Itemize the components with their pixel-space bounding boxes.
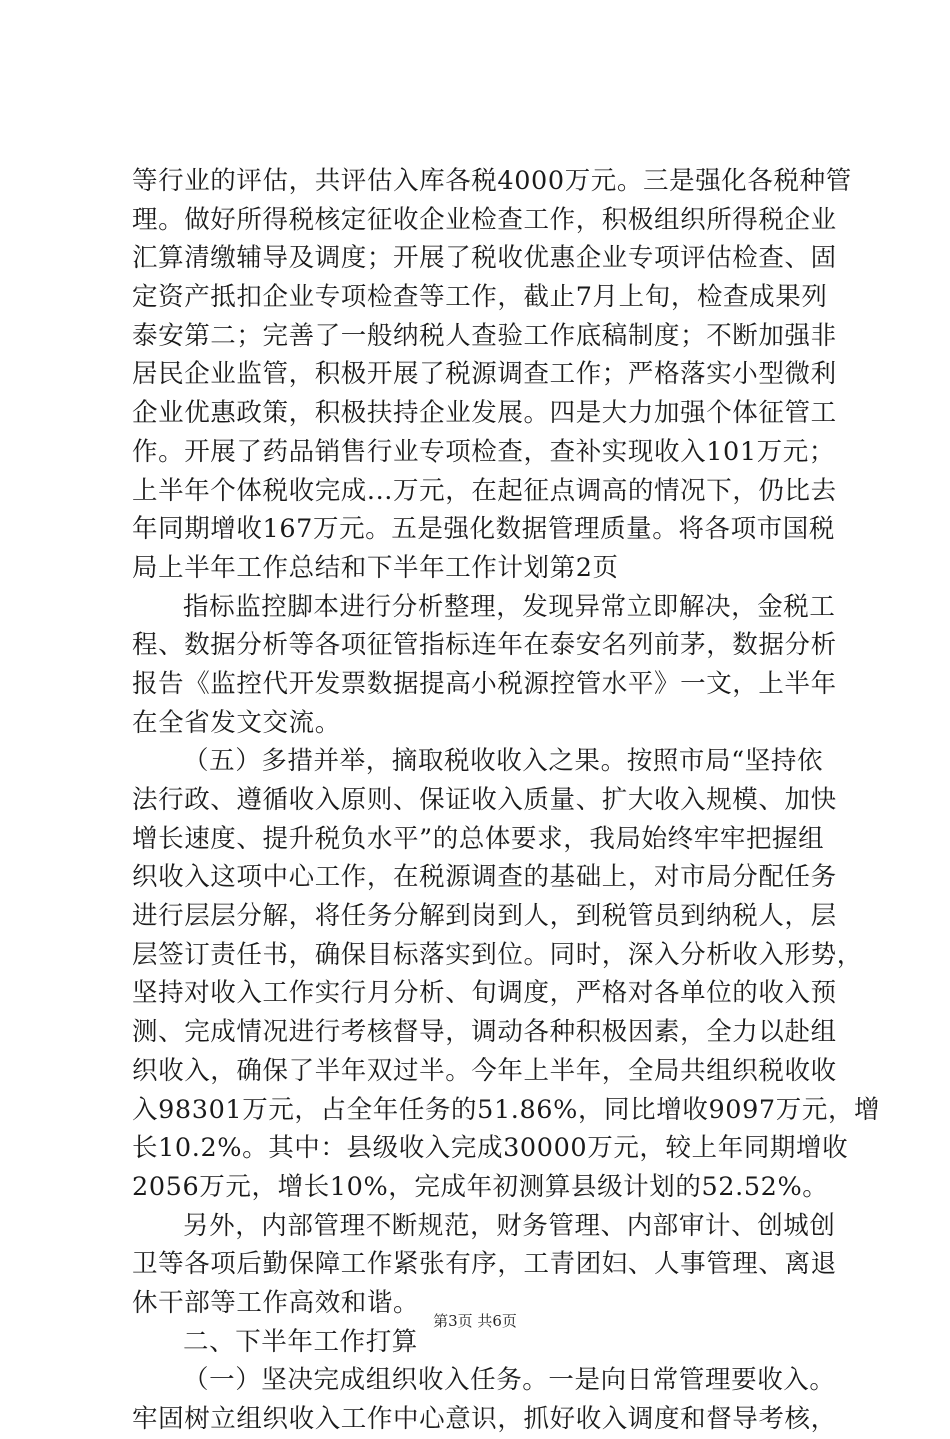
- text-line: 卫等各项后勤保障工作紧张有序，工青团妇、人事管理、离退: [132, 1249, 837, 1280]
- text-line: 织收入这项中心工作，在税源调查的基础上，对市局分配任务: [132, 862, 837, 893]
- document-body: [132, 162, 881, 1439]
- text-line: 泰安第二；完善了一般纳税人查验工作底稿制度；不断加强非: [132, 320, 837, 351]
- text-line: 定资产抵扣企业专项检查等工作，截止7月上旬，检查成果列: [132, 282, 828, 313]
- text-line: 2056万元，增长10%，完成年初测算县级计划的52.52%。: [132, 1171, 829, 1202]
- text-line: 休干部等工作高效和谐。: [132, 1287, 420, 1318]
- text-line: （一）坚决完成组织收入任务。一是向日常管理要收入。: [183, 1365, 836, 1396]
- page-footer: 第3页 共6页: [433, 1312, 517, 1330]
- text-line: 层签订责任书，确保目标落实到位。同时，深入分析收入形势，: [132, 939, 863, 970]
- text-line: 入98301万元，占全年任务的51.86%，同比增收9097万元，增: [132, 1094, 881, 1125]
- text-line: 进行层层分解，将任务分解到岗到人，到税管员到纳税人，层: [132, 901, 837, 932]
- text-line: 上半年个体税收完成...万元，在起征点调高的情况下，仍比去: [132, 475, 837, 506]
- text-line: 二、下半年工作打算: [183, 1326, 418, 1357]
- text-line: 汇算清缴辅导及调度；开展了税收优惠企业专项评估检查、固: [132, 243, 837, 274]
- text-line: 指标监控脚本进行分析整理，发现异常立即解决，金税工: [183, 591, 836, 622]
- text-line: 作。开展了药品销售行业专项检查，查补实现收入101万元；: [132, 436, 835, 467]
- text-line: 局上半年工作总结和下半年工作计划第2页: [132, 552, 619, 583]
- text-line: 法行政、遵循收入原则、保证收入质量、扩大收入规模、加快: [132, 785, 837, 815]
- text-line: 年同期增收167万元。五是强化数据管理质量。将各项市国税: [132, 514, 835, 545]
- text-line: 另外，内部管理不断规范，财务管理、内部审计、创城创: [183, 1210, 836, 1241]
- text-line: 牢固树立组织收入工作中心意识，抓好收入调度和督导考核，: [132, 1404, 837, 1434]
- text-line: 程、数据分析等各项征管指标连年在泰安名列前茅，数据分析: [132, 630, 837, 661]
- text-line: 测、完成情况进行考核督导，调动各种积极因素，全力以赴组: [132, 1017, 837, 1048]
- text-line: 等行业的评估，共评估入库各税4000万元。三是强化各税种管: [132, 166, 852, 196]
- text-line: 长10.2%。其中：县级收入完成30000万元，较上年同期增收: [132, 1133, 849, 1164]
- text-line: 在全省发文交流。: [132, 707, 341, 738]
- text-line: 报告《监控代开发票数据提高小税源控管水平》一文，上半年: [132, 668, 837, 699]
- text-line: 织收入，确保了半年双过半。今年上半年，全局共组织税收收: [132, 1055, 837, 1086]
- text-line: 理。做好所得税核定征收企业检查工作，积极组织所得税企业: [132, 204, 837, 235]
- text-line: 企业优惠政策，积极扶持企业发展。四是大力加强个体征管工: [132, 398, 837, 429]
- text-line: 居民企业监管，积极开展了税源调查工作；严格落实小型微利: [132, 359, 837, 390]
- text-line: 增长速度、提升税负水平”的总体要求，我局始终牢牢把握组: [132, 823, 825, 854]
- text-line: 坚持对收入工作实行月分析、旬调度，严格对各单位的收入预: [132, 978, 837, 1009]
- text-line: （五）多措并举，摘取税收收入之果。按照市局“坚持依: [183, 746, 824, 777]
